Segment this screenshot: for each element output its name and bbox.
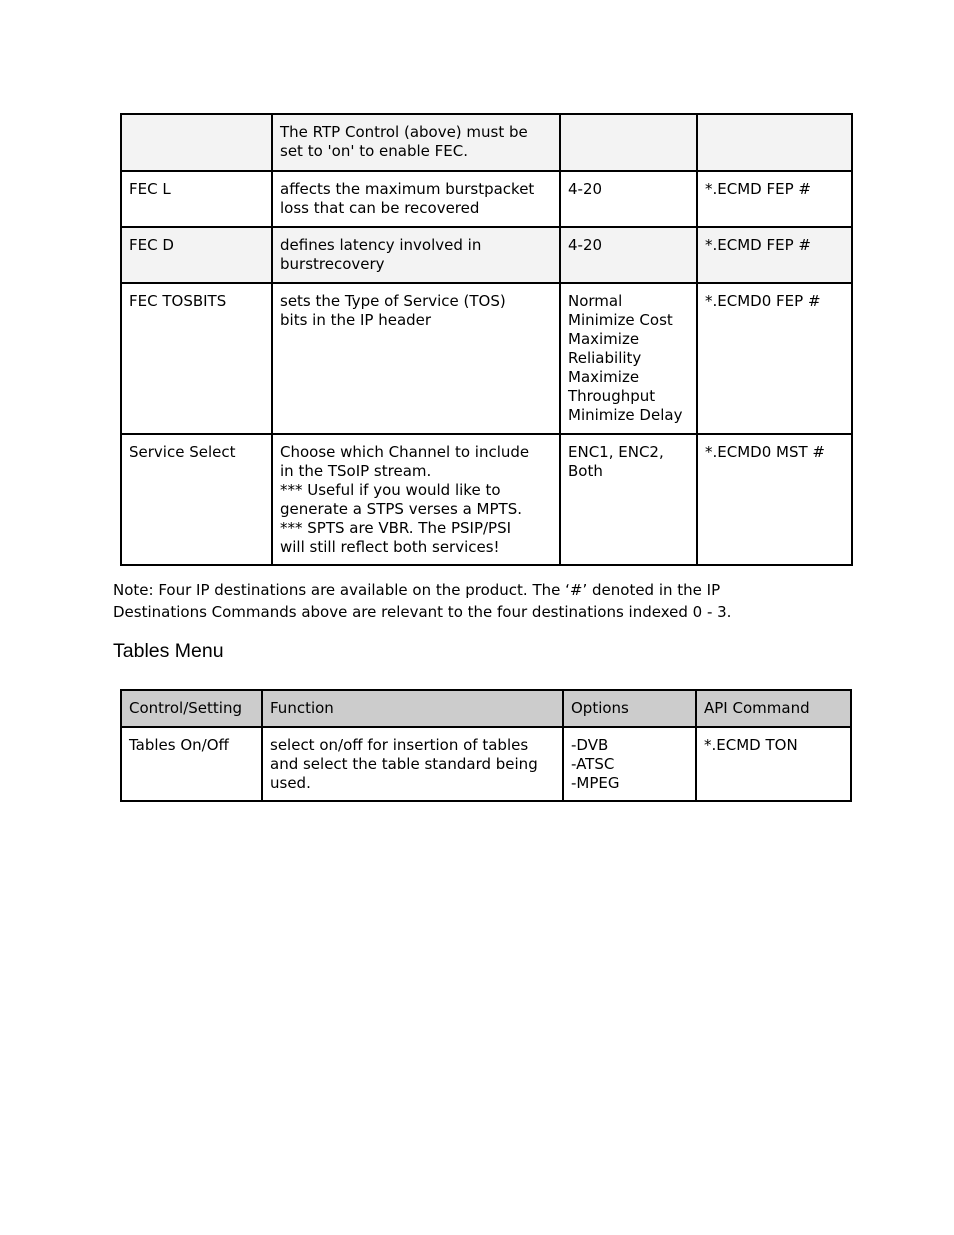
control-cell: FEC D [121, 227, 272, 283]
function-cell: sets the Type of Service (TOS) bits in the IP header [272, 283, 560, 434]
options-cell [560, 114, 697, 171]
api-command-cell: *.ECMD TON [696, 727, 851, 801]
table-row [121, 727, 851, 801]
options-cell: ENC1, ENC2, Both [560, 434, 697, 565]
api-command-cell: *.ECMD0 FEP # [697, 283, 852, 434]
function-cell: Choose which Channel to include in the TSoIP stream. *** Useful if you would like to generate a STPS verses a MPTS. *** SPTS are VBR. The PSIP/PSI will still reflect both services! [272, 434, 560, 565]
control-cell: FEC TOSBITS [121, 283, 272, 434]
control-cell: Service Select [121, 434, 272, 565]
function-cell: defines latency involved in burstrecovery [272, 227, 560, 283]
api-command-cell: *.ECMD FEP # [697, 171, 852, 227]
function-cell: The RTP Control (above) must be set to 'on' to enable FEC. [272, 114, 560, 171]
header-api-command: API Command [696, 690, 851, 727]
tables-menu-table [120, 689, 852, 802]
table-row [121, 171, 852, 227]
api-command-cell: *.ECMD0 MST # [697, 434, 852, 565]
function-cell: affects the maximum burstpacket loss that can be recovered [272, 171, 560, 227]
fec-settings-table [120, 113, 853, 566]
header-options: Options [563, 690, 696, 727]
control-cell [121, 114, 272, 171]
options-cell: Normal Minimize Cost Maximize Reliability Maximize Throughput Minimize Delay [560, 283, 697, 434]
table-row [121, 114, 852, 171]
options-cell: 4-20 [560, 171, 697, 227]
options-cell: 4-20 [560, 227, 697, 283]
header-control: Control/Setting [121, 690, 262, 727]
options-cell: -DVB -ATSC -MPEG [563, 727, 696, 801]
table-header-row [121, 690, 851, 727]
api-command-cell [697, 114, 852, 171]
table-row [121, 283, 852, 434]
ip-destinations-note: Note: Four IP destinations are available on the product. The ‘#’ denoted in the IP Destinations Commands above are relevant to the four destinations indexed 0 - 3. [113, 581, 732, 621]
table-row [121, 434, 852, 565]
control-cell: FEC L [121, 171, 272, 227]
api-command-cell: *.ECMD FEP # [697, 227, 852, 283]
table-row [121, 227, 852, 283]
function-cell: select on/off for insertion of tables and select the table standard being used. [262, 727, 563, 801]
header-function: Function [262, 690, 563, 727]
control-cell: Tables On/Off [121, 727, 262, 801]
section-heading: Tables Menu [113, 640, 224, 662]
